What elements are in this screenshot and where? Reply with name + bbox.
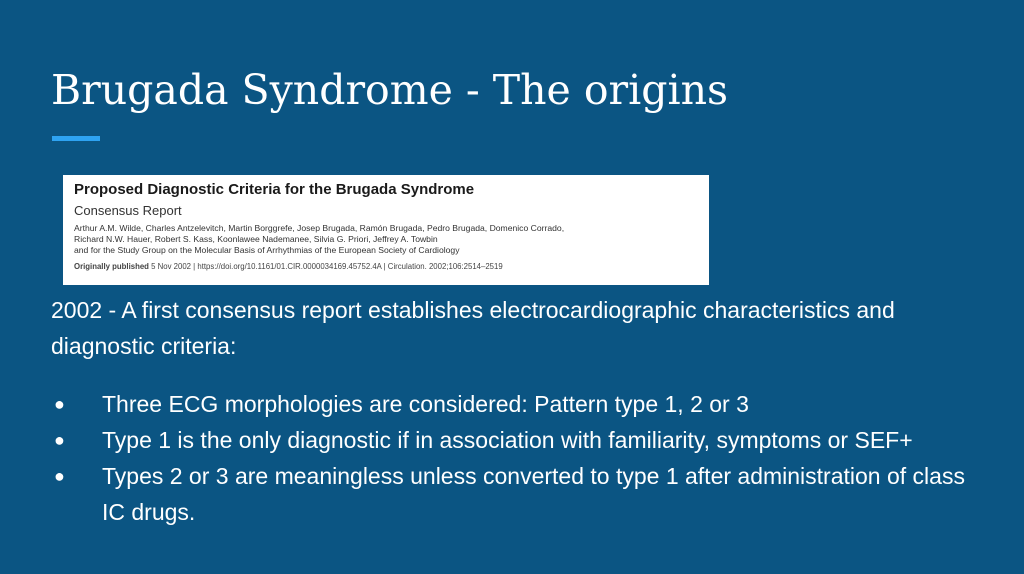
paper-authors: [74, 223, 699, 245]
paper-authors-line-1: Arthur A.M. Wilde, Charles Antzelevitch, Martin Borggrefe, Josep Brugada, Ramón Brugada, Pedro Brugada, Domenico Corrado,: [74, 223, 565, 233]
intro-text: 2002 - A first consensus report establishes electrocardiographic characteristics and diagnostic criteria:: [51, 297, 895, 359]
bullet-text: Type 1 is the only diagnostic if in association with familiarity, symptoms or SEF+: [102, 427, 913, 453]
paper-subtitle: Consensus Report: [74, 203, 182, 218]
paper-header-image: [63, 175, 709, 285]
published-label: Originally published: [74, 262, 149, 271]
bullet-item: [51, 458, 991, 530]
bullet-list: [51, 386, 991, 530]
bullet-text: Three ECG morphologies are considered: Pattern type 1, 2 or 3: [102, 391, 749, 417]
paper-authors-line-2: Richard N.W. Hauer, Robert S. Kass, Koonlawee Nademanee, Silvia G. Priori, Jeffrey A. Towbin: [74, 234, 438, 244]
bullet-item: [51, 422, 991, 458]
bullet-dot-icon: ●: [54, 394, 65, 414]
paper-title: Proposed Diagnostic Criteria for the Brugada Syndrome: [74, 181, 475, 198]
bullet-dot-icon: ●: [54, 466, 65, 486]
bullet-text: Types 2 or 3 are meaningless unless converted to type 1 after administration of class IC drugs.: [102, 463, 965, 525]
paper-publication-info: [74, 262, 699, 272]
paper-study-group: and for the Study Group on the Molecular Basis of Arrhythmias of the European Society of Cardiology: [74, 245, 460, 255]
bullet-item: [51, 386, 991, 422]
title-accent-bar: [52, 136, 100, 141]
slide-title: Brugada Syndrome - The origins: [51, 66, 729, 114]
bullet-dot-icon: ●: [54, 430, 65, 450]
published-details: 5 Nov 2002 | https://doi.org/10.1161/01.CIR.0000034169.45752.4A | Circulation. 2002;106:2514–2519: [148, 262, 503, 271]
